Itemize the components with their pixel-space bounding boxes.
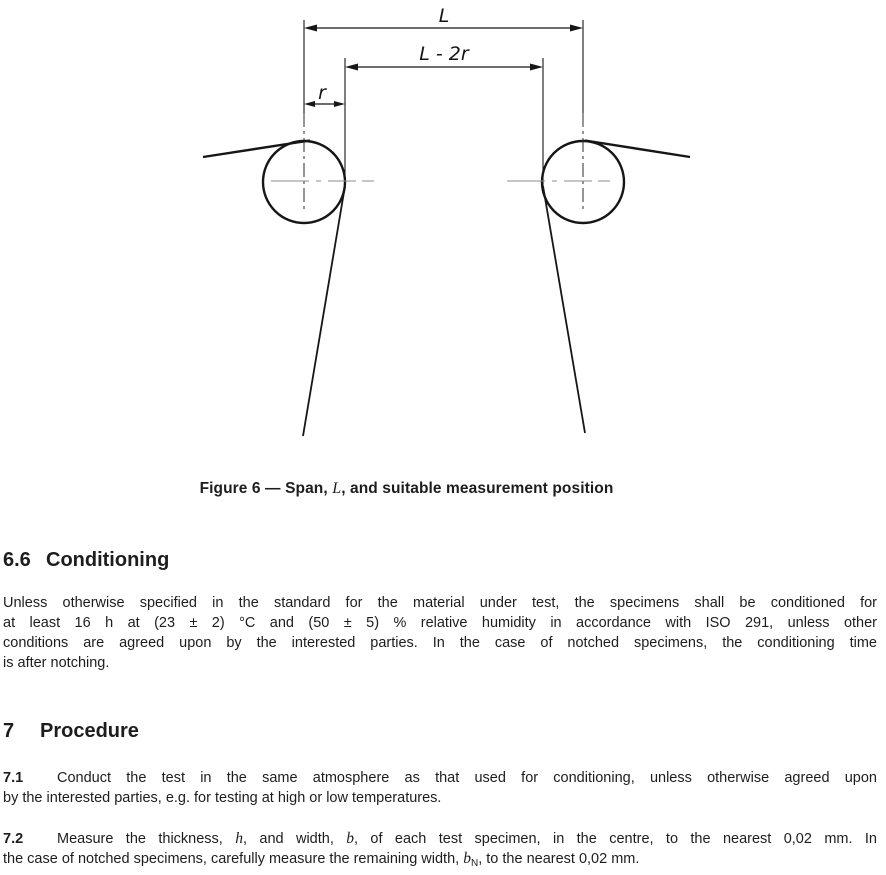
section-heading-6-6: [3, 549, 169, 571]
arrowhead-left-icon: [304, 25, 317, 32]
math-variable: b: [346, 830, 354, 847]
paragraph-line: [3, 613, 877, 633]
text-run: is after notching.: [3, 655, 110, 671]
clause-number: 7.2: [3, 831, 24, 847]
section-number: 7: [3, 720, 15, 742]
text-run: Measure the thickness,: [57, 831, 236, 847]
dimension-label-L: L: [438, 5, 450, 27]
arrowhead-left-icon: [345, 64, 358, 71]
arrowhead-left-icon: [304, 101, 315, 107]
arrowhead-right-icon: [334, 101, 345, 107]
clause-number: 7.1: [3, 770, 24, 786]
paragraph-line: [3, 829, 877, 849]
vertical-centerlines: [304, 113, 583, 211]
dimension-label-r: r: [318, 82, 326, 104]
figure-caption-text: Figure 6 — Span,: [199, 480, 333, 497]
text-run: , of each test specimen, in the centre, to the nearest 0,02 mm. In: [354, 831, 877, 847]
paragraph-line: [3, 633, 877, 653]
text-run: the case of notched specimens, carefully measure the remaining width,: [3, 851, 464, 867]
arrowhead-right-icon: [570, 25, 583, 32]
text-run: conditions are agreed upon by the interested parties. In the case of notched specimens, the conditioning time: [3, 635, 877, 651]
tangent-measurement-lines: [303, 186, 585, 436]
text-run: by the interested parties, e.g. for testing at high or low temperatures.: [3, 790, 442, 806]
clause-7-2-paragraph: [3, 829, 877, 874]
math-variable: b: [463, 850, 471, 867]
text-run: at least 16 h at (23 ± 2) °C and (50 ± 5) % relative humidity in accordance with ISO 291, unless other: [3, 615, 877, 631]
paragraph-line: [3, 788, 877, 808]
section-heading-7: [3, 720, 139, 742]
figure-caption-variable: L: [332, 480, 342, 497]
specimen-surface-lines: [203, 141, 690, 158]
text-run: Conduct the test in the same atmosphere as that used for conditioning, unless otherwise agreed upon: [57, 770, 877, 786]
figure-caption-text: , and suitable measurement position: [341, 480, 614, 497]
arrowhead-right-icon: [530, 64, 543, 71]
conditioning-paragraph: [3, 593, 877, 673]
math-variable: h: [235, 830, 243, 847]
clause-7-1-paragraph: [3, 768, 877, 808]
text-run: Unless otherwise specified in the standard for the material under test, the specimens shall be conditioned for: [3, 595, 877, 611]
dimension-label-L-minus-2r: L - 2r: [419, 43, 469, 65]
text-run: , to the nearest 0,02 mm.: [478, 851, 640, 867]
section-number: 6.6: [3, 549, 31, 571]
section-title: Procedure: [40, 720, 139, 742]
math-subscript: N: [470, 858, 479, 869]
paragraph-line: [3, 593, 877, 613]
paragraph-line: [3, 653, 877, 673]
paragraph-line: [3, 849, 877, 874]
figure-caption: [0, 479, 813, 499]
section-title: Conditioning: [46, 549, 170, 571]
text-run: , and width,: [242, 831, 347, 847]
paragraph-line: [3, 768, 877, 788]
